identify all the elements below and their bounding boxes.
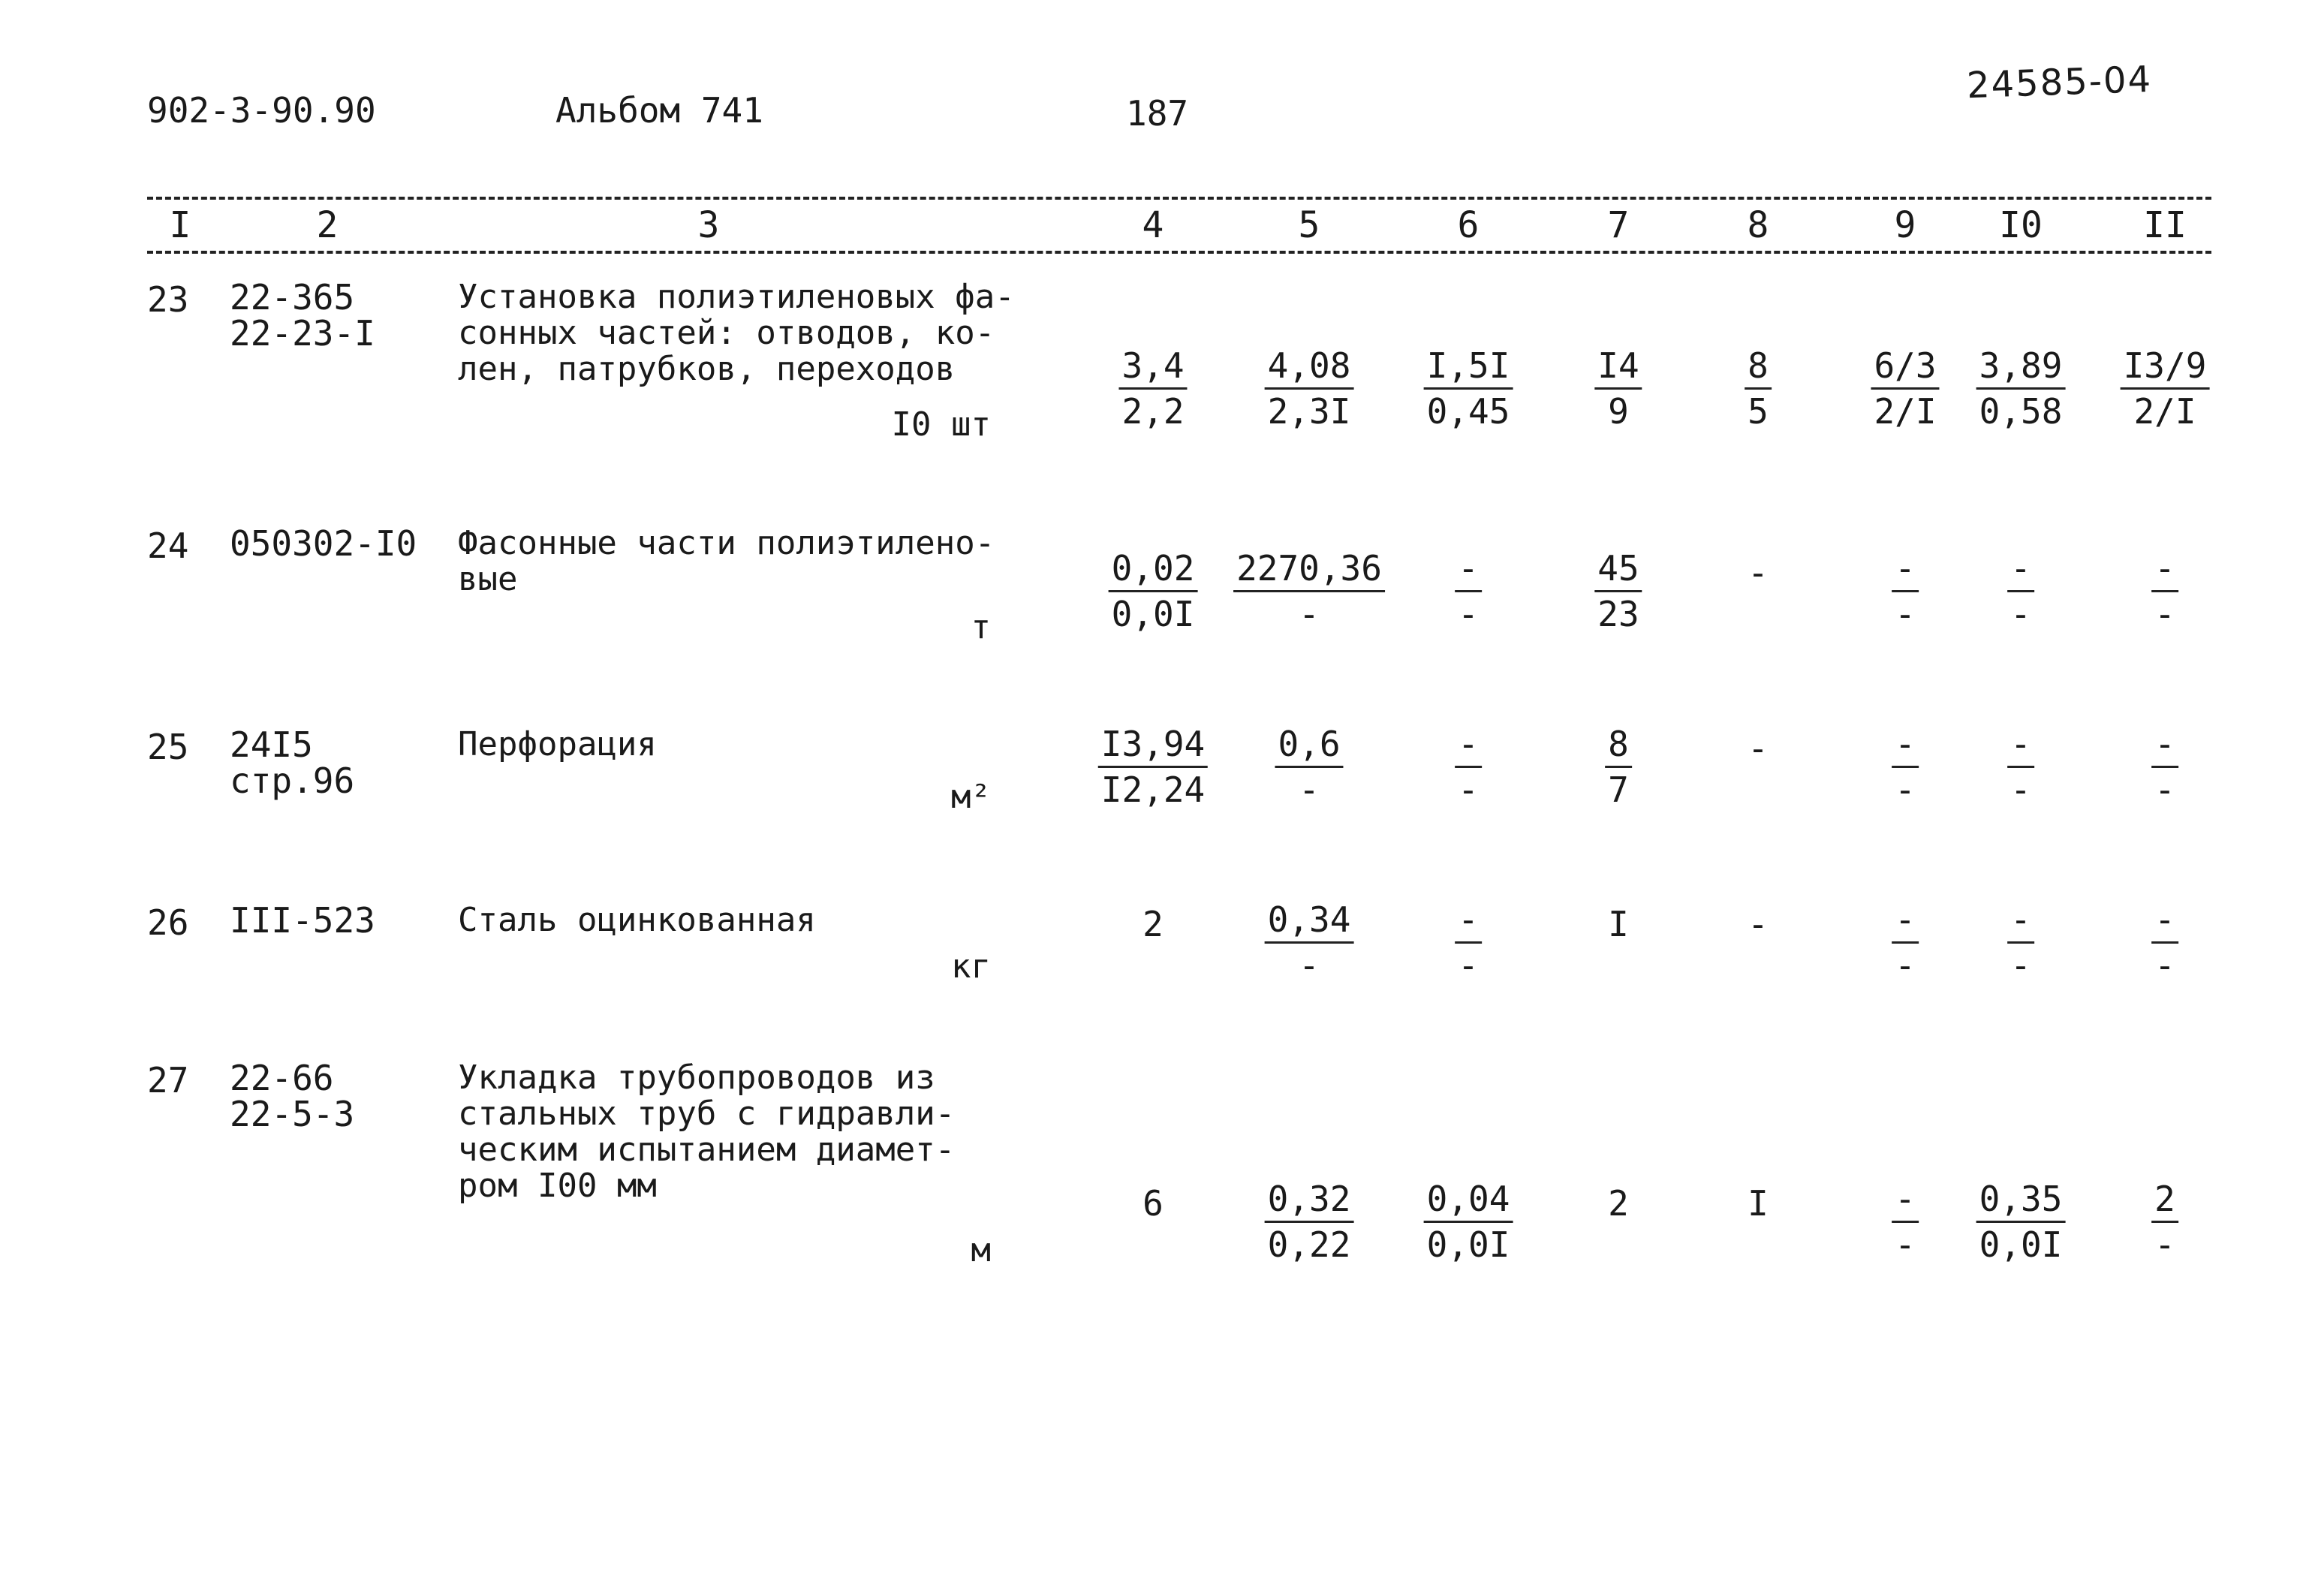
cell-fraction — [2151, 722, 2178, 812]
fraction-numerator: I3/9 — [2121, 344, 2210, 390]
fraction-numerator: 8 — [1605, 722, 1632, 768]
fraction-denominator: 0,58 — [1979, 391, 2063, 432]
fraction-numerator: - — [1892, 722, 1919, 768]
fraction-numerator: - — [2007, 722, 2034, 768]
fraction-numerator: 8 — [1745, 344, 1772, 390]
fraction-denominator: - — [1895, 1224, 1916, 1265]
fraction-denominator: - — [2154, 594, 2175, 634]
fraction-denominator: - — [2010, 769, 2031, 810]
row-description: Сталь оцинкованная — [458, 901, 816, 939]
fraction-denominator: 7 — [1608, 769, 1629, 810]
fraction-numerator: I4 — [1594, 344, 1642, 390]
cell-fraction — [1594, 547, 1642, 636]
cell-fraction — [1265, 1177, 1354, 1266]
row-number: 24 — [147, 525, 189, 566]
fraction-numerator: - — [1892, 547, 1919, 592]
fraction-denominator: - — [1895, 594, 1916, 634]
row-unit: м² — [951, 778, 991, 816]
cell-value: - — [1748, 553, 1769, 593]
fraction-numerator: 4,08 — [1265, 344, 1354, 390]
fraction-denominator: - — [2154, 769, 2175, 810]
column-number-4: 4 — [1142, 204, 1164, 246]
fraction-denominator: 2,3I — [1267, 391, 1351, 432]
fraction-denominator: 2/I — [1874, 391, 1937, 432]
column-number-5: 5 — [1298, 204, 1320, 246]
cell-value: I — [1608, 904, 1629, 944]
fraction-numerator: - — [1455, 898, 1482, 944]
fraction-denominator: - — [1458, 594, 1479, 634]
row-number: 27 — [147, 1060, 189, 1101]
fraction-denominator: 2/I — [2133, 391, 2196, 432]
cell-fraction — [2007, 547, 2034, 636]
fraction-numerator: - — [1455, 722, 1482, 768]
column-number-6: 6 — [1457, 204, 1480, 246]
fraction-numerator: - — [2007, 547, 2034, 592]
album-label: Альбом 741 — [555, 90, 763, 131]
row-number: 25 — [147, 727, 189, 767]
cell-value: - — [1748, 728, 1769, 769]
fraction-denominator: - — [2010, 945, 2031, 986]
row-description: Установка полиэтиленовых фа- сонных частей: отводов, ко- лен, патрубков, переходов — [458, 278, 1015, 388]
fraction-denominator: I2,24 — [1100, 769, 1206, 810]
cell-value: 2 — [1608, 1183, 1629, 1224]
fraction-numerator: - — [1892, 1177, 1919, 1223]
fraction-denominator: 0,0I — [1426, 1224, 1510, 1265]
fraction-numerator: 3,4 — [1118, 344, 1187, 390]
cell-fraction — [1233, 547, 1385, 636]
row-description: Фасонные части полиэтилено- вые — [458, 524, 995, 598]
cell-fraction — [1594, 344, 1642, 433]
fraction-numerator: - — [1892, 898, 1919, 944]
column-number-11: II — [2143, 204, 2187, 246]
fraction-numerator: 2 — [2151, 1177, 2178, 1223]
cell-fraction — [2007, 722, 2034, 812]
column-number-7: 7 — [1607, 204, 1630, 246]
fraction-numerator: 45 — [1594, 547, 1642, 592]
page-number: 187 — [1126, 93, 1189, 134]
row-unit: т — [971, 608, 991, 646]
cell-value: I — [1748, 1183, 1769, 1224]
fraction-numerator: 0,6 — [1275, 722, 1343, 768]
header-bottom-rule — [147, 251, 2211, 254]
cell-fraction — [1976, 344, 2066, 433]
fraction-numerator: I3,94 — [1098, 722, 1208, 768]
column-number-9: 9 — [1894, 204, 1916, 246]
fraction-denominator: 0,22 — [1267, 1224, 1351, 1265]
fraction-numerator: - — [2007, 898, 2034, 944]
cell-value: - — [1748, 904, 1769, 944]
fraction-numerator: 0,35 — [1976, 1177, 2066, 1223]
fraction-denominator: - — [1895, 945, 1916, 986]
fraction-denominator: - — [2154, 1224, 2175, 1265]
cell-fraction — [1605, 722, 1632, 812]
fraction-numerator: - — [1455, 547, 1482, 592]
row-description: Перфорация — [458, 725, 657, 763]
fraction-denominator: - — [1299, 945, 1320, 986]
fraction-numerator: 6/3 — [1871, 344, 1939, 390]
row-code: 24I5 стр.96 — [230, 724, 355, 801]
cell-fraction — [1892, 898, 1919, 987]
cell-fraction — [1109, 547, 1198, 636]
fraction-numerator: 2270,36 — [1233, 547, 1385, 592]
column-number-10: I0 — [1999, 204, 2043, 246]
document-code: 902-3-90.90 — [147, 90, 376, 131]
cell-fraction — [1892, 722, 1919, 812]
column-number-3: 3 — [697, 204, 720, 246]
cell-fraction — [1118, 344, 1187, 433]
cell-fraction — [2007, 898, 2034, 987]
cell-fraction — [1871, 344, 1939, 433]
row-code: III-523 — [230, 900, 375, 941]
fraction-denominator: - — [2010, 594, 2031, 634]
fraction-denominator: 23 — [1597, 594, 1639, 634]
fraction-numerator: 0,34 — [1265, 898, 1354, 944]
cell-fraction — [1892, 1177, 1919, 1266]
column-number-1: I — [169, 204, 191, 246]
row-code: 22-365 22-23-I — [230, 277, 375, 354]
row-number: 23 — [147, 279, 189, 320]
row-unit: м — [971, 1231, 991, 1269]
fraction-numerator: - — [2151, 722, 2178, 768]
fraction-denominator: - — [1458, 945, 1479, 986]
fraction-denominator: - — [1299, 769, 1320, 810]
row-description: Укладка трубопроводов из стальных труб с гидравли- ческим испытанием диамет- ром I00 мм — [458, 1058, 956, 1205]
fraction-numerator: 0,04 — [1424, 1177, 1513, 1223]
cell-fraction — [1098, 722, 1208, 812]
fraction-numerator: 0,32 — [1265, 1177, 1354, 1223]
fraction-denominator: 9 — [1608, 391, 1629, 432]
fraction-denominator: 0,0I — [1111, 594, 1195, 634]
cell-fraction — [1424, 344, 1513, 433]
fraction-numerator: - — [2151, 898, 2178, 944]
cell-fraction — [1455, 898, 1482, 987]
cell-fraction — [1455, 547, 1482, 636]
cell-fraction — [1976, 1177, 2066, 1266]
fraction-numerator: 0,02 — [1109, 547, 1198, 592]
fraction-denominator: - — [1895, 769, 1916, 810]
column-number-2: 2 — [316, 204, 339, 246]
fraction-numerator: 3,89 — [1976, 344, 2066, 390]
row-unit: кг — [951, 947, 991, 986]
cell-fraction — [2151, 898, 2178, 987]
cell-fraction — [1745, 344, 1772, 433]
row-unit: I0 шт — [891, 405, 991, 444]
cell-value: 2 — [1142, 904, 1164, 944]
fraction-numerator: I,5I — [1424, 344, 1513, 390]
cell-fraction — [2151, 547, 2178, 636]
row-code: 050302-I0 — [230, 523, 417, 564]
fraction-numerator: - — [2151, 547, 2178, 592]
cell-fraction — [1455, 722, 1482, 812]
fraction-denominator: - — [1299, 594, 1320, 634]
cell-fraction — [1275, 722, 1343, 812]
fraction-denominator: - — [1458, 769, 1479, 810]
fraction-denominator: 0,45 — [1426, 391, 1510, 432]
fraction-denominator: 5 — [1748, 391, 1769, 432]
fraction-denominator: 2,2 — [1121, 391, 1185, 432]
cell-fraction — [1265, 344, 1354, 433]
cell-fraction — [2151, 1177, 2178, 1266]
fraction-denominator: 0,0I — [1979, 1224, 2063, 1265]
row-code: 22-66 22-5-3 — [230, 1058, 355, 1134]
cell-value: 6 — [1142, 1183, 1164, 1224]
cell-fraction — [2121, 344, 2210, 433]
handwritten-number: 24585-04 — [1966, 58, 2153, 107]
row-number: 26 — [147, 902, 189, 943]
cell-fraction — [1892, 547, 1919, 636]
fraction-denominator: - — [2154, 945, 2175, 986]
column-number-8: 8 — [1747, 204, 1769, 246]
header-top-rule — [147, 197, 2211, 200]
cell-fraction — [1424, 1177, 1513, 1266]
cell-fraction — [1265, 898, 1354, 987]
